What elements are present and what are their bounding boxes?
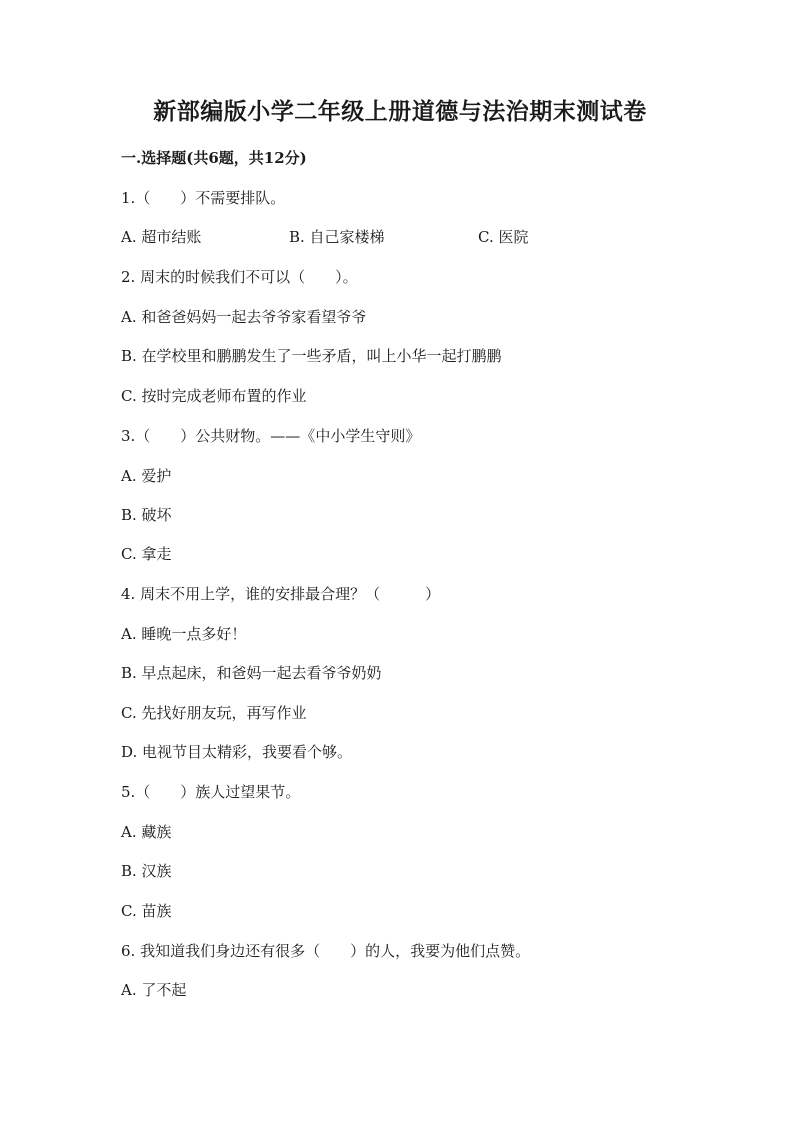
question-4-option-c: C. 先找好朋友玩，再写作业 (121, 704, 307, 722)
question-2-option-b: B. 在学校里和鹏鹏发生了一些矛盾，叫上小华一起打鹏鹏 (121, 347, 502, 365)
page-title: 新部编版小学二年级上册道德与法治期末测试卷 (153, 98, 647, 125)
question-2-option-a: A. 和爸爸妈妈一起去爷爷家看望爷爷 (121, 308, 367, 326)
question-1-option-c: C. 医院 (478, 228, 529, 246)
question-4-option-a: A. 睡晚一点多好！ (121, 625, 247, 643)
question-6-stem: 6. 我知道我们身边还有很多（ ）的人，我要为他们点赞。 (121, 942, 531, 960)
question-2-stem: 2. 周末的时候我们不可以（ ）。 (121, 268, 358, 286)
question-3-option-c: C. 拿走 (121, 545, 172, 563)
question-3-option-b: B. 破坏 (121, 506, 172, 524)
question-5-option-c: C. 苗族 (121, 902, 172, 920)
question-3-stem: 3.（ ）公共财物。——《中小学生守则》 (121, 427, 421, 445)
question-5-stem: 5.（ ）族人过望果节。 (121, 783, 301, 801)
question-6-option-a: A. 了不起 (121, 981, 187, 999)
question-1-option-a: A. 超市结账 (121, 228, 202, 246)
question-4-stem: 4. 周末不用上学，谁的安排最合理？（ ） (121, 585, 441, 603)
question-5-option-a: A. 藏族 (121, 823, 172, 841)
question-1-stem: 1.（ ）不需要排队。 (121, 189, 286, 207)
question-1-option-b: B. 自己家楼梯 (289, 228, 385, 246)
question-5-option-b: B. 汉族 (121, 862, 172, 880)
question-3-option-a: A. 爱护 (121, 467, 172, 485)
question-4-option-d: D. 电视节目太精彩，我要看个够。 (121, 743, 353, 761)
question-4-option-b: B. 早点起床，和爸妈一起去看爷爷奶奶 (121, 664, 382, 682)
section-heading: 一.选择题(共6题，共12分) (121, 149, 307, 167)
question-2-option-c: C. 按时完成老师布置的作业 (121, 387, 307, 405)
question-1-options (121, 227, 721, 247)
